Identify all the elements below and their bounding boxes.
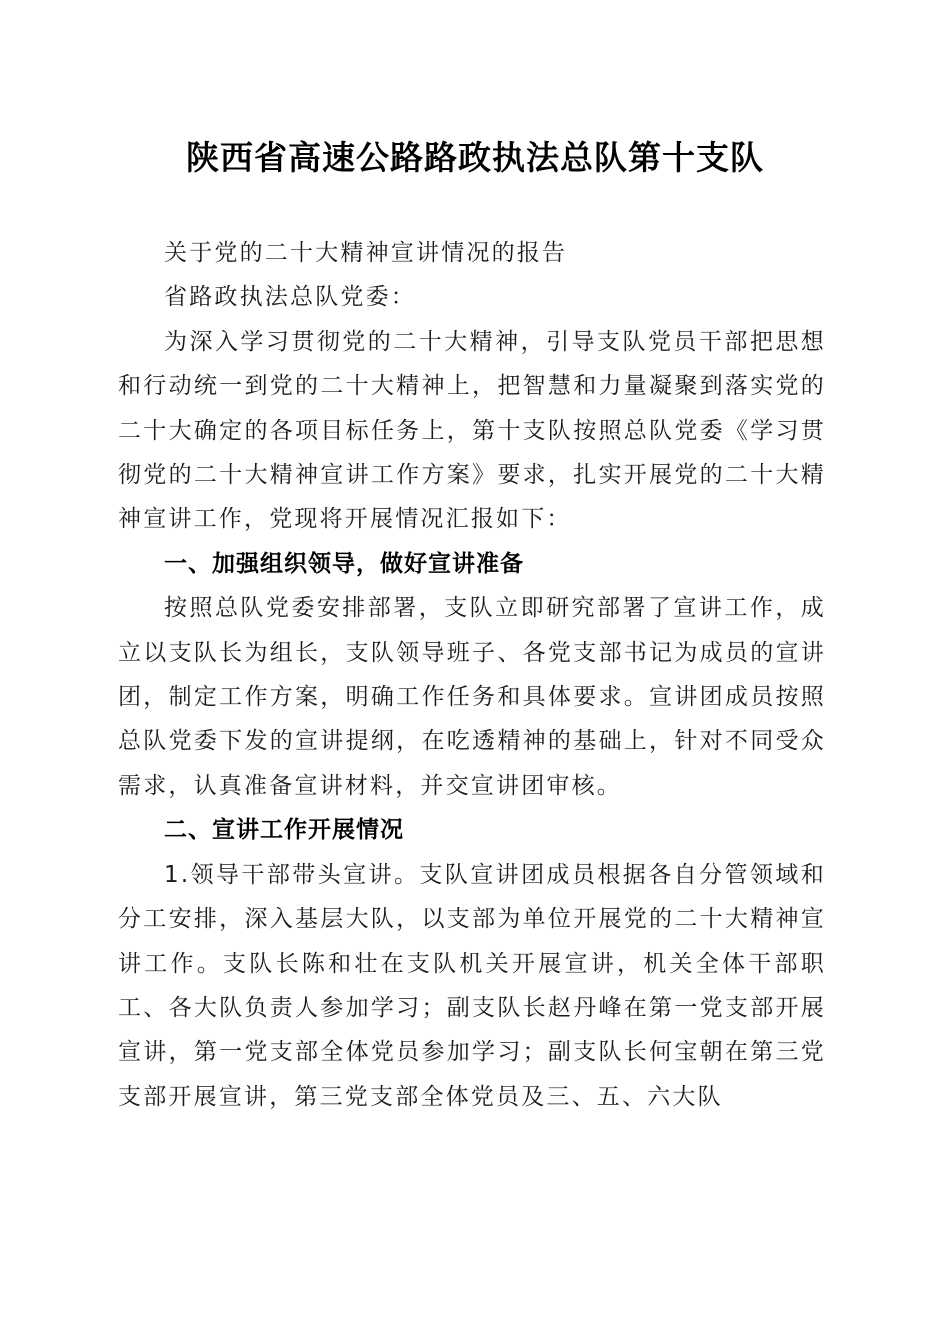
section-1-heading: 一、加强组织领导，做好宣讲准备: [164, 550, 524, 577]
document-body: [118, 231, 826, 1119]
section-1-paragraph: 按照总队党委安排部署，支队立即研究部署了宣讲工作，成立以支队长为组长，支队领导班子、各党支部书记为成员的宣讲团，制定工作方案，明确工作任务和具体要求。宣讲团成员按照总队党委下发的宣讲提纲，在吃透精神的基础上，针对不同受众需求，认真准备宣讲材料，并交宣讲团审核。: [118, 595, 826, 799]
document-title: 陕西省高速公路路政执法总队第十支队: [186, 138, 764, 177]
recipient-line: 省路政执法总队党委：: [164, 284, 416, 311]
intro-paragraph: 为深入学习贯彻党的二十大精神，引导支队党员干部把思想和行动统一到党的二十大精神上，把智慧和力量凝聚到落实党的二十大确定的各项目标任务上，第十支队按照总队党委《学习贯彻党的二十大精神宣讲工作方案》要求，扎实开展党的二十大精神宣讲工作，党现将开展情况汇报如下：: [118, 328, 826, 533]
report-subtitle: 关于党的二十大精神宣讲情况的报告: [164, 240, 568, 266]
section-2-item-1-paragraph: 1.领导干部带头宣讲。支队宣讲团成员根据各自分管领域和分工安排，深入基层大队，以支部为单位开展党的二十大精神宣讲工作。支队长陈和壮在支队机关开展宣讲，机关全体干部职工、各大队负责人参加学习；副支队长赵丹峰在第一党支部开展宣讲，第一党支部全体党员参加学习；副支队长何宝朝在第三党支部开展宣讲，第三党支部全体党员及三、五、六大队: [118, 861, 826, 1110]
section-2-heading: 二、宣讲工作开展情况: [164, 817, 404, 844]
